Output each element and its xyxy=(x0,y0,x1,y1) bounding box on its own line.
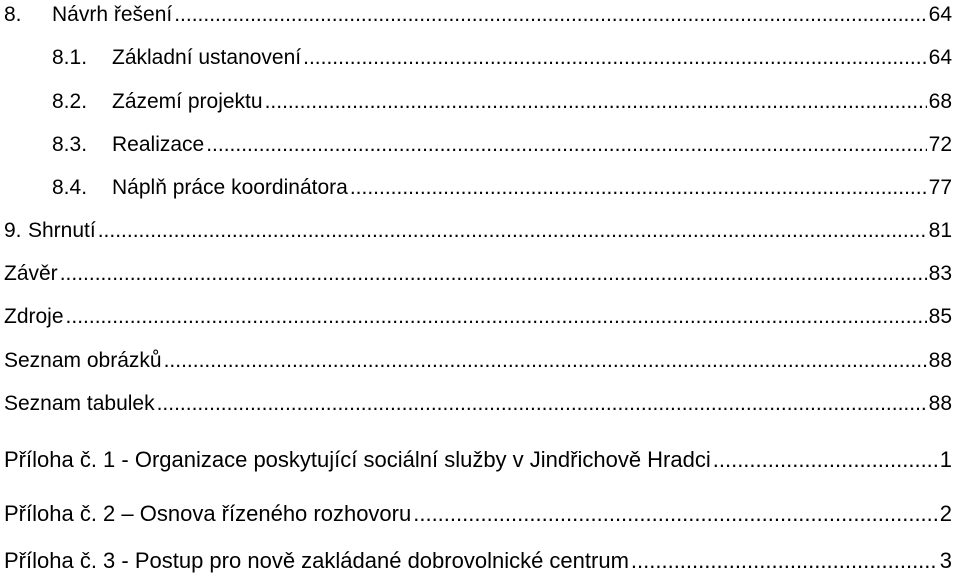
toc-entry-page: 88 xyxy=(928,392,952,415)
toc-entry-title: Příloha č. 3 - Postup pro nově zakládané dobrovolnické centrum xyxy=(4,548,629,573)
toc-entry-page: 64 xyxy=(928,3,952,26)
toc-entry-number: 8. xyxy=(4,3,22,26)
toc-entry-page: 77 xyxy=(928,176,952,199)
toc-entry-number: 9. xyxy=(4,219,22,242)
toc-leader-dots xyxy=(66,305,927,329)
toc-entry-title: Příloha č. 2 – Osnova řízeného rozhovoru xyxy=(4,501,412,526)
toc-leader-dots xyxy=(631,548,938,573)
toc-entry-page: 72 xyxy=(928,133,952,156)
toc-entry-8[interactable] xyxy=(0,0,960,27)
toc-entry-title: Zázemí projektu xyxy=(112,90,263,113)
toc-entry-8-1[interactable] xyxy=(0,40,960,70)
toc-entry-8-2[interactable] xyxy=(0,84,960,114)
toc-entry-page: 88 xyxy=(928,349,952,372)
toc-leader-dots xyxy=(350,176,927,200)
toc-leader-dots xyxy=(60,262,927,286)
toc-entry-zdroje[interactable] xyxy=(0,299,960,329)
toc-entry-seznam-tabulek[interactable] xyxy=(0,386,960,416)
toc-entry-page: 1 xyxy=(939,447,952,472)
toc-entry-page: 85 xyxy=(928,305,952,328)
toc-entry-page: 68 xyxy=(928,90,952,113)
toc-entry-title: Seznam tabulek xyxy=(4,392,155,415)
toc-entry-8-4[interactable] xyxy=(0,170,960,200)
toc-leader-dots xyxy=(98,219,927,243)
toc-entry-number: 8.4. xyxy=(52,176,88,199)
toc-leader-dots xyxy=(157,392,927,416)
toc-leader-dots xyxy=(303,46,927,70)
toc-entry-title: Náplň práce koordinátora xyxy=(112,176,348,199)
toc-entry-title: Seznam obrázků xyxy=(4,349,162,372)
toc-leader-dots xyxy=(713,447,938,472)
toc-entry-priloha-1[interactable] xyxy=(0,442,960,472)
toc-leader-dots xyxy=(265,90,927,114)
toc-leader-dots xyxy=(413,501,938,526)
toc-entry-page: 3 xyxy=(939,548,952,573)
toc-entry-title: Příloha č. 1 - Organizace poskytující sociální služby v Jindřichově Hradci xyxy=(4,447,711,472)
toc-entry-priloha-2[interactable] xyxy=(0,496,960,526)
toc-entry-number: 8.3. xyxy=(52,133,88,156)
toc-entry-title: Závěr xyxy=(4,262,58,285)
toc-entry-title: Návrh řešení xyxy=(52,3,173,26)
toc-leader-dots xyxy=(206,133,926,157)
toc-entry-title: Shrnutí xyxy=(28,219,96,242)
toc-entry-zaver[interactable] xyxy=(0,256,960,286)
toc-entry-page: 2 xyxy=(939,501,952,526)
toc-entry-page: 64 xyxy=(928,46,952,69)
toc-entry-8-3[interactable] xyxy=(0,127,960,157)
toc-entry-9[interactable] xyxy=(0,213,960,243)
toc-entry-number: 8.2. xyxy=(52,90,88,113)
toc-entry-number: 8.1. xyxy=(52,46,88,69)
toc-entry-priloha-3[interactable] xyxy=(0,543,960,573)
toc-leader-dots xyxy=(174,3,926,27)
toc-entry-title: Realizace xyxy=(112,133,205,156)
toc-entry-title: Základní ustanovení xyxy=(112,46,302,69)
toc-leader-dots xyxy=(164,349,927,373)
toc-entry-seznam-obrazku[interactable] xyxy=(0,343,960,373)
toc-entry-page: 83 xyxy=(928,262,952,285)
toc-entry-page: 81 xyxy=(928,219,952,242)
toc-entry-title: Zdroje xyxy=(4,305,64,328)
